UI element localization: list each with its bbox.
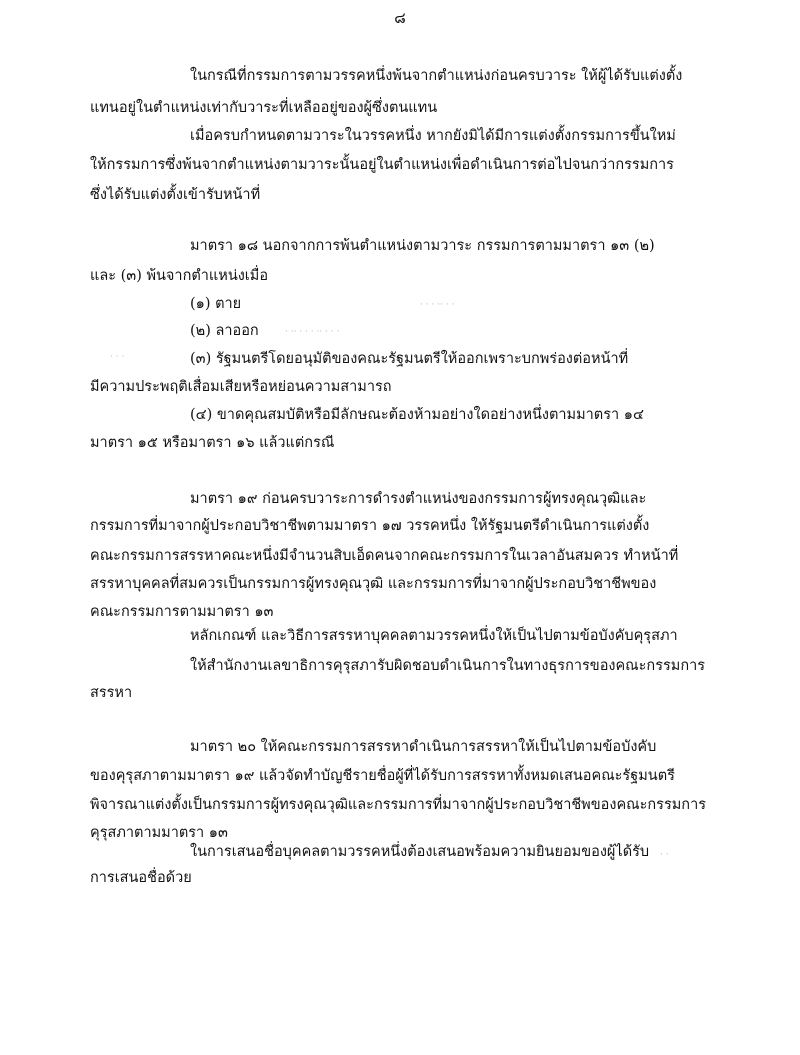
list-item: (๓) รัฐมนตรีโดยอนุมัติของคณะรัฐมนตรีให้ออกเพราะบกพร่องต่อหน้าที่ xyxy=(190,351,629,367)
paragraph-line: คุรุสภาตามมาตรา ๑๓ xyxy=(90,825,228,841)
section-19-heading-line: มาตรา ๑๙ ก่อนครบวาระการดำรงตำแหน่งของกรรมการผู้ทรงคุณวุฒิและ xyxy=(190,491,647,507)
paragraph-line: หลักเกณฑ์ และวิธีการสรรหาบุคคลตามวรรคหนึ่งให้เป็นไปตามข้อบังคับคุรุสภา xyxy=(190,628,678,644)
paragraph-line: คณะกรรมการสรรหาคณะหนึ่งมีจำนวนสิบเอ็ดคนจากคณะกรรมการในเวลาอันสมควร ทำหน้าที่ xyxy=(90,548,679,564)
paragraph-line: แทนอยู่ในตำแหน่งเท่ากับวาระที่เหลืออยู่ของผู้ซึ่งตนแทน xyxy=(90,100,438,116)
paragraph-line: ของคุรุสภาตามมาตรา ๑๙ แล้วจัดทำบัญชีรายชื่อผู้ที่ได้รับการสรรหาทั้งหมดเสนอคณะรัฐมนตรี xyxy=(90,768,675,784)
scan-artifact: · · · ·· · · xyxy=(420,300,455,310)
list-item: (๔) ขาดคุณสมบัติหรือมีลักษณะต้องห้ามอย่างใดอย่างหนึ่งตามมาตรา ๑๔ xyxy=(190,407,644,423)
paragraph-line: ให้กรรมการซึ่งพ้นจากตำแหน่งตามวาระนั้นอยู่ในตำแหน่งเพื่อดำเนินการต่อไปจนกว่ากรรมการ xyxy=(90,157,674,173)
paragraph-line: คณะกรรมการตามมาตรา ๑๓ xyxy=(90,604,274,620)
paragraph-line: ให้สำนักงานเลขาธิการคุรุสภารับผิดชอบดำเนินการในทางธุรการของคณะกรรมการ xyxy=(190,658,706,674)
page-number: ๘ xyxy=(394,9,406,27)
paragraph-line: เมื่อครบกำหนดตามวาระในวรรคหนึ่ง หากยังมิได้มีการแต่งตั้งกรรมการขึ้นใหม่ xyxy=(190,128,676,144)
scan-artifact: · · xyxy=(660,850,669,860)
paragraph-line: ซึ่งได้รับแต่งตั้งเข้ารับหน้าที่ xyxy=(90,187,261,203)
paragraph-line: สรรหา xyxy=(90,685,133,701)
paragraph-line: การเสนอชื่อด้วย xyxy=(90,870,192,886)
paragraph-line: และ (๓) พ้นจากตำแหน่งเมื่อ xyxy=(90,268,269,284)
paragraph-line: สรรหาบุคคลที่สมควรเป็นกรรมการผู้ทรงคุณวุฒิ และกรรมการที่มาจากผู้ประกอบวิชาชีพของ xyxy=(90,576,657,592)
scan-artifact: · · · xyxy=(110,352,125,362)
paragraph-line: กรรมการที่มาจากผู้ประกอบวิชาชีพตามมาตรา ๑๗ วรรคหนึ่ง ให้รัฐมนตรีดำเนินการแต่งตั้ง xyxy=(90,518,650,534)
paragraph-line: ในการเสนอชื่อบุคคลตามวรรคหนึ่งต้องเสนอพร้อมความยินยอมของผู้ได้รับ xyxy=(190,844,650,860)
scan-artifact: · ·· · · · ·· · · · xyxy=(285,327,340,337)
paragraph-line: มีความประพฤติเสื่อมเสียหรือหย่อนความสามารถ xyxy=(90,379,392,395)
list-item: (๒) ลาออก xyxy=(190,323,259,339)
paragraph-line: ในกรณีที่กรรมการตามวรรคหนึ่งพ้นจากตำแหน่งก่อนครบวาระ ให้ผู้ได้รับแต่งตั้ง xyxy=(190,68,683,84)
paragraph-line: พิจารณาแต่งตั้งเป็นกรรมการผู้ทรงคุณวุฒิและกรรมการที่มาจากผู้ประกอบวิชาชีพของคณะกรรมการ xyxy=(90,797,707,813)
list-item: (๑) ตาย xyxy=(190,296,242,312)
section-18-heading-line: มาตรา ๑๘ นอกจากการพ้นตำแหน่งตามวาระ กรรมการตามมาตรา ๑๓ (๒) xyxy=(190,238,655,254)
paragraph-line: มาตรา ๑๕ หรือมาตรา ๑๖ แล้วแต่กรณี xyxy=(90,435,335,451)
section-20-heading-line: มาตรา ๒๐ ให้คณะกรรมการสรรหาดำเนินการสรรหาให้เป็นไปตามข้อบังคับ xyxy=(190,739,657,755)
